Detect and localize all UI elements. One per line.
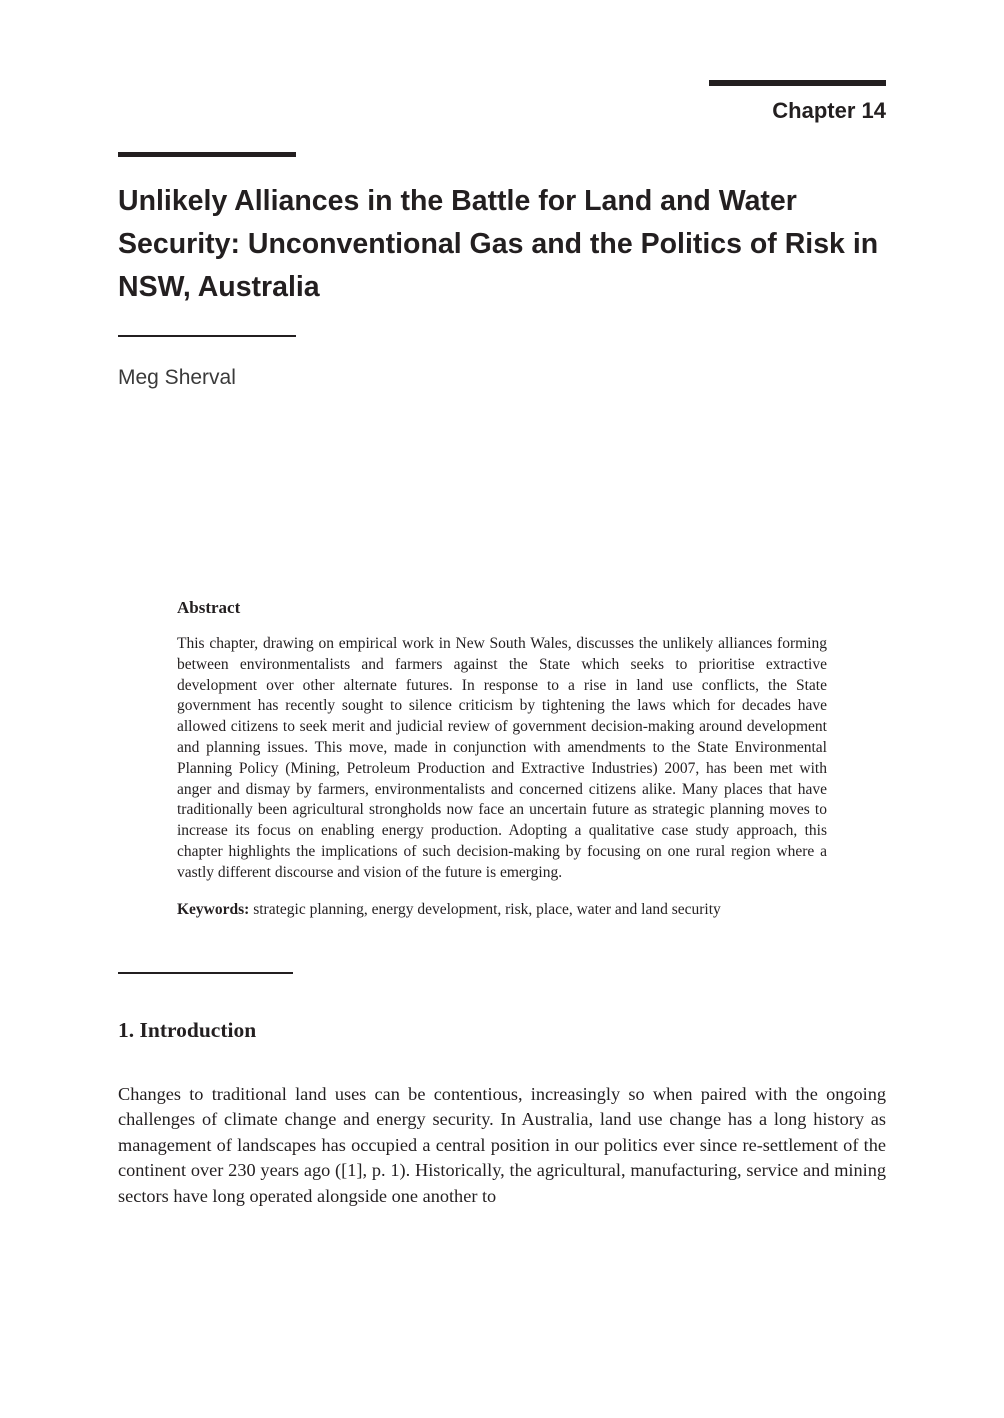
keywords-list: strategic planning, energy development, risk, place, water and land security <box>253 900 721 918</box>
chapter-title: Unlikely Alliances in the Battle for Land and Water Security: Unconventional Gas and the Politics of Risk in NSW, Australia <box>118 185 879 303</box>
chapter-rule <box>709 80 886 86</box>
introduction-heading: 1. Introduction <box>118 1018 257 1042</box>
abstract-section <box>177 598 827 920</box>
keywords <box>177 900 827 921</box>
abstract-heading: Abstract <box>177 598 241 617</box>
chapter-label: Chapter 14 <box>772 98 886 123</box>
introduction-body: Changes to traditional land uses can be contentious, increasingly so when paired with the ongoing challenges of climate change and energy security. In Australia, land use change has a long history as management of landscapes has occupied a central position in our politics ever since re-settlement of the continent over 230 years ago ([1], p. 1). Historically, the agricultural, manufacturing, service and mining sectors have long operated alongside one another to <box>118 1084 886 1206</box>
keywords-label: Keywords: <box>177 900 250 918</box>
abstract-rule <box>118 972 293 974</box>
title-rule-top <box>118 152 296 157</box>
title-rule-bottom <box>118 335 296 337</box>
author-name: Meg Sherval <box>118 366 236 389</box>
abstract-body: This chapter, drawing on empirical work in New South Wales, discusses the unlikely alliances forming between environmentalists and farmers against the State which seeks to prioritise extractive development over other alternate futures. In response to a rise in land use conflicts, the State government has recently sought to silence criticism by tightening the laws which for decades have allowed citizens to seek merit and judicial review of government decision-making around development and planning issues. This move, made in conjunction with amendments to the State Environmental Planning Policy (Mining, Petroleum Production and Extractive Industries) 2007, has been met with anger and dismay by farmers, environmentalists and concerned citizens alike. Many places that have traditionally been agricultural strongholds now face an uncertain future as strategic planning moves to increase its focus on enabling energy production. Adopting a qualitative case study approach, this chapter highlights the implications of such decision-making by focusing on one rural region where a vastly different discourse and vision of the future is emerging. <box>177 635 827 881</box>
